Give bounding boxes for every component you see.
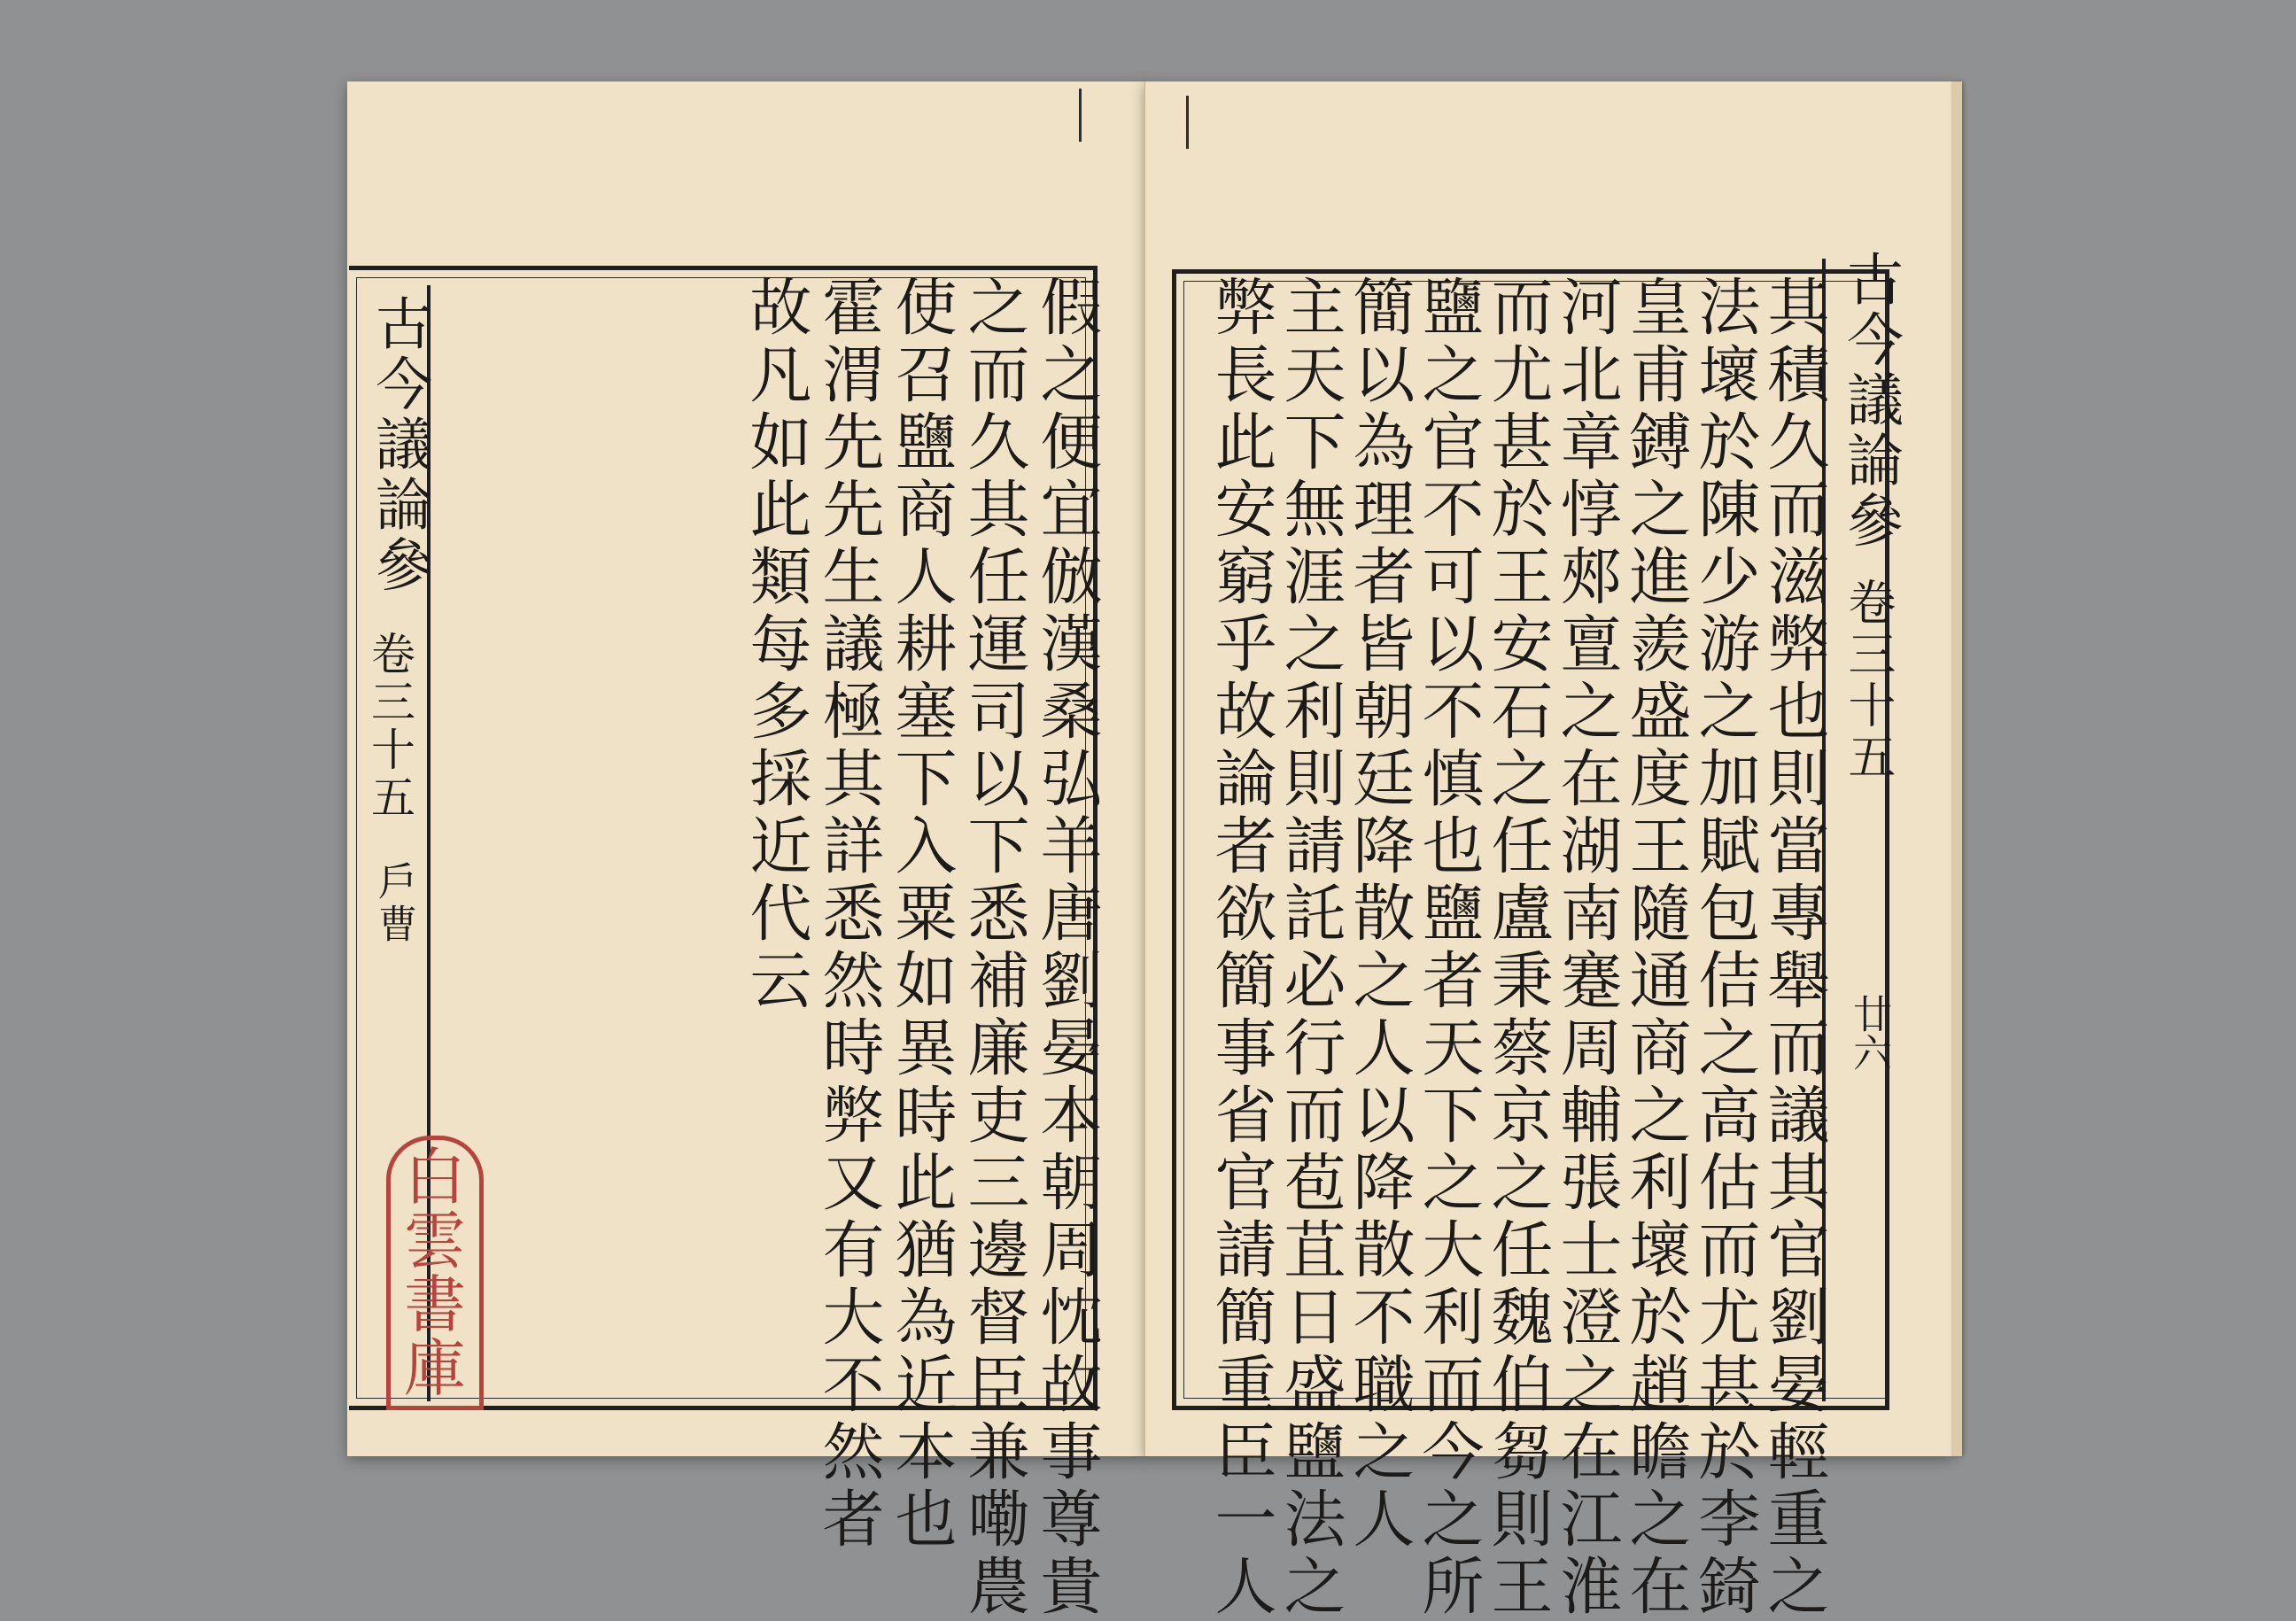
text-column: 主天下無涯之利則請託必行而苞苴日盛鹽法之 [1274,275,1346,1621]
left-margin-title: 古今議論參 [366,294,431,595]
text-column: 而尤甚於王安石之任盧秉蔡京之任魏伯芻則王 [1481,275,1554,1621]
text-column: 使召鹽商人耕塞下入粟如異時此猶為近本也 [885,275,958,1554]
left-margin-volume: 卷三十五 [364,631,415,822]
text-column: 弊長此安窮乎故論者欲簡事省官請簡重臣一人 [1205,275,1277,1621]
text-column: 霍渭先先生議極其詳悉然時弊又有大不然者 [812,275,885,1554]
binding-thread-mark [1079,89,1082,142]
right-margin-volume: 卷三十五 [1841,578,1897,783]
collector-seal: 白 雲 書 庫 [386,1136,484,1410]
left-page [347,81,1145,1621]
open-book [347,81,1952,1621]
text-column: 故凡如此類每多採近代云 [740,275,812,1015]
right-margin-title: 古今議論參 [1837,250,1903,551]
binding-thread-mark [1186,96,1189,149]
right-page [1144,81,1953,1621]
text-column: 其積久而滋弊也則當專舉而議其官劉晏輕重之 [1757,275,1830,1621]
text-column: 皇甫鎛之進羨盛度王隨通商之利壞於趙瞻之在 [1619,275,1692,1621]
left-margin-section: 戶曹 [371,861,416,946]
text-column: 鹽之官不可以不慎也鹽者天下之大利而今之所 [1412,275,1485,1621]
text-column: 之而久其任運司以下悉補廉吏三邊督臣兼嘞農 [958,275,1030,1621]
text-column: 假之便宜倣漢桑弘羊唐劉晏本朝周忱故事尊貴 [1030,275,1103,1621]
text-column: 法壞於陳少游之加賦包佶之高估而尤甚於李錡 [1688,275,1761,1621]
text-column: 河北章惇郟亶之在湖南蹇周輔張士澄之在江淮 [1550,275,1623,1621]
folio-number: 廿六 [1846,994,1891,1072]
text-column: 簡以為理者皆朝廷降散之人以降散不職之人 [1343,275,1416,1554]
